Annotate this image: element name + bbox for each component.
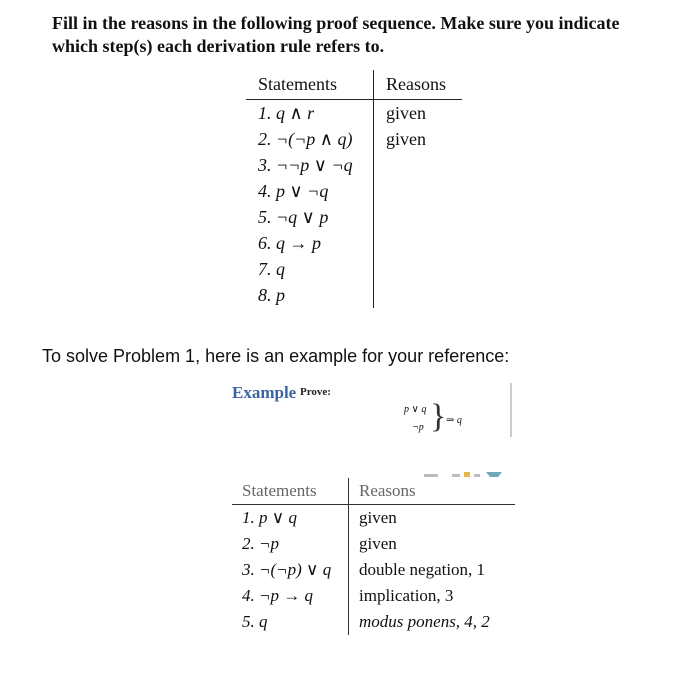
statement-cell: 7. q (246, 256, 374, 282)
example-proof-table (232, 478, 515, 635)
reasons-header: Reasons (349, 478, 516, 505)
table-row (246, 230, 462, 256)
statements-header: Statements (232, 478, 349, 505)
reason-cell (374, 178, 463, 204)
example-intro-text: To solve Problem 1, here is an example for your reference: (42, 346, 510, 366)
statement-cell: 3. ¬¬p ∨ ¬q (246, 152, 374, 178)
divider (510, 383, 512, 437)
statement-cell: 8. p (246, 282, 374, 308)
reason-cell: implication, 3 (359, 586, 454, 605)
statement-cell: 5. ¬q ∨ p (246, 204, 374, 230)
conclusion: ⇒ q (446, 415, 462, 426)
reason-cell: given (386, 128, 426, 149)
example-label: Example (232, 383, 297, 402)
reason-cell: given (359, 508, 397, 527)
premise-2: ¬p (412, 422, 424, 433)
reason-cell (374, 204, 463, 230)
statements-header: Statements (246, 70, 374, 100)
reason-cell (374, 282, 463, 308)
statement-cell: 6. q → p (246, 230, 374, 256)
reason-cell (374, 230, 463, 256)
statement-cell: 1. p ∨ q (232, 505, 349, 532)
reason-cell: given (386, 102, 426, 123)
statement-cell: 4. ¬p → q (232, 583, 349, 609)
table-row (232, 505, 515, 532)
statement-cell: 3. ¬(¬p) ∨ q (232, 557, 349, 583)
statement-cell: 1. q ∧ r (246, 100, 374, 127)
instructions-text: Fill in the reasons in the following proof sequence. Make sure you indicate which step(s) each derivation rule refers to. (52, 13, 620, 56)
table-row (232, 557, 515, 583)
table-row (246, 256, 462, 282)
table-row (246, 178, 462, 204)
reason-cell (374, 256, 463, 282)
table-row (246, 282, 462, 308)
premise-1: p ∨ q (404, 404, 427, 415)
reason-cell: given (359, 534, 397, 553)
reason-cell: modus ponens, 4, 2 (359, 612, 490, 631)
statement-cell: 2. ¬p (232, 531, 349, 557)
table-row (232, 583, 515, 609)
table-row (246, 152, 462, 178)
reasons-header: Reasons (374, 70, 463, 100)
table-row (246, 126, 462, 152)
reason-cell (374, 152, 463, 178)
table-row (246, 100, 462, 127)
statement-cell: 2. ¬(¬p ∧ q) (246, 126, 374, 152)
table-header-row (232, 478, 515, 505)
problem-proof-table (246, 70, 462, 308)
statement-cell: 4. p ∨ ¬q (246, 178, 374, 204)
table-row (246, 204, 462, 230)
argument-figure (404, 398, 474, 442)
brace-icon: } (430, 398, 447, 435)
prove-label: Prove: (300, 386, 331, 398)
table-row (232, 609, 515, 635)
statement-cell: 5. q (232, 609, 349, 635)
table-row (232, 531, 515, 557)
table-header-row (246, 70, 462, 100)
reason-cell: double negation, 1 (359, 560, 486, 579)
